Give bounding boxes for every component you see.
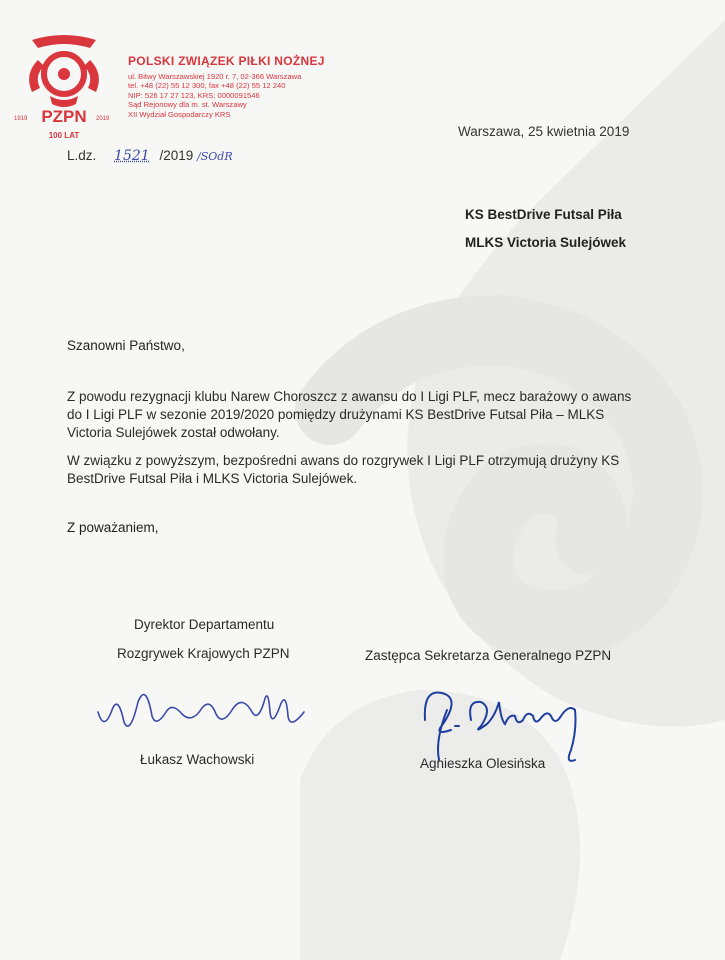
body-paragraph-2: W związku z powyższym, bezpośredni awans do rozgrywek I Ligi PLF otrzymują drużyny KS BestDrive Futsal Piła i MLKS Victoria Sulejówek. xyxy=(67,453,620,486)
address-line: ul. Bitwy Warszawskiej 1920 r. 7, 02-366 Warszawa xyxy=(128,72,302,81)
body-paragraph-1: Z powodu rezygnacji klubu Narew Choroszcz z awansu do I Ligi PLF, mecz barażowy o awans do I Ligi PLF w sezonie 2019/2020 pomiędzy drużynami KS BestDrive Futsal Piła – MLKS Victoria Sulejówek został odwołany. xyxy=(67,389,632,440)
recipient-2: MLKS Victoria Sulejówek xyxy=(465,235,627,250)
signatory-2-title: Zastępca Sekretarza Generalnego PZPN xyxy=(365,648,612,663)
salutation: Szanowni Państwo, xyxy=(67,338,185,353)
organization-name: POLSKI ZWIĄZEK PIŁKI NOŻNEJ xyxy=(128,54,325,68)
reference-handwritten-suffix: /SOdR xyxy=(197,150,233,163)
department-line: XII Wydział Gospodarczy KRS xyxy=(128,109,231,119)
logo-anniversary: 100 LAT xyxy=(48,131,80,140)
letter-date: Warszawa, 25 kwietnia 2019 xyxy=(458,124,630,139)
signature-wachowski-icon xyxy=(92,672,312,742)
logo-brand: PZPN xyxy=(41,107,87,126)
reference-number xyxy=(67,148,233,164)
court-line: Sąd Rejonowy dla m. st. Warszawy xyxy=(128,100,247,110)
reference-handwritten-number: 1521 xyxy=(114,148,150,164)
closing: Z poważaniem, xyxy=(67,520,159,535)
signatory-1-name: Łukasz Wachowski xyxy=(140,752,255,767)
registry-line: NIP: 526 17 27 123, KRS: 0000091546 xyxy=(128,90,260,100)
recipient-1: KS BestDrive Futsal Piła xyxy=(465,207,622,222)
signatory-2-name: Agnieszka Olesińska xyxy=(420,756,546,771)
pzpn-logo-icon xyxy=(10,30,118,158)
signatory-1-title-line-2: Rozgrywek Krajowych PZPN xyxy=(117,646,290,661)
logo-year-left: 1919 xyxy=(14,116,28,122)
contact-line: tel. +48 (22) 55 12 300, fax +48 (22) 55 12 240 xyxy=(128,81,286,91)
letterhead xyxy=(128,54,325,119)
reference-year: /2019 xyxy=(159,148,194,163)
reference-prefix: L.dz. xyxy=(67,148,97,163)
logo-year-right: 2019 xyxy=(96,116,110,122)
signatory-1-title-line-1: Dyrektor Departamentu xyxy=(134,617,275,632)
